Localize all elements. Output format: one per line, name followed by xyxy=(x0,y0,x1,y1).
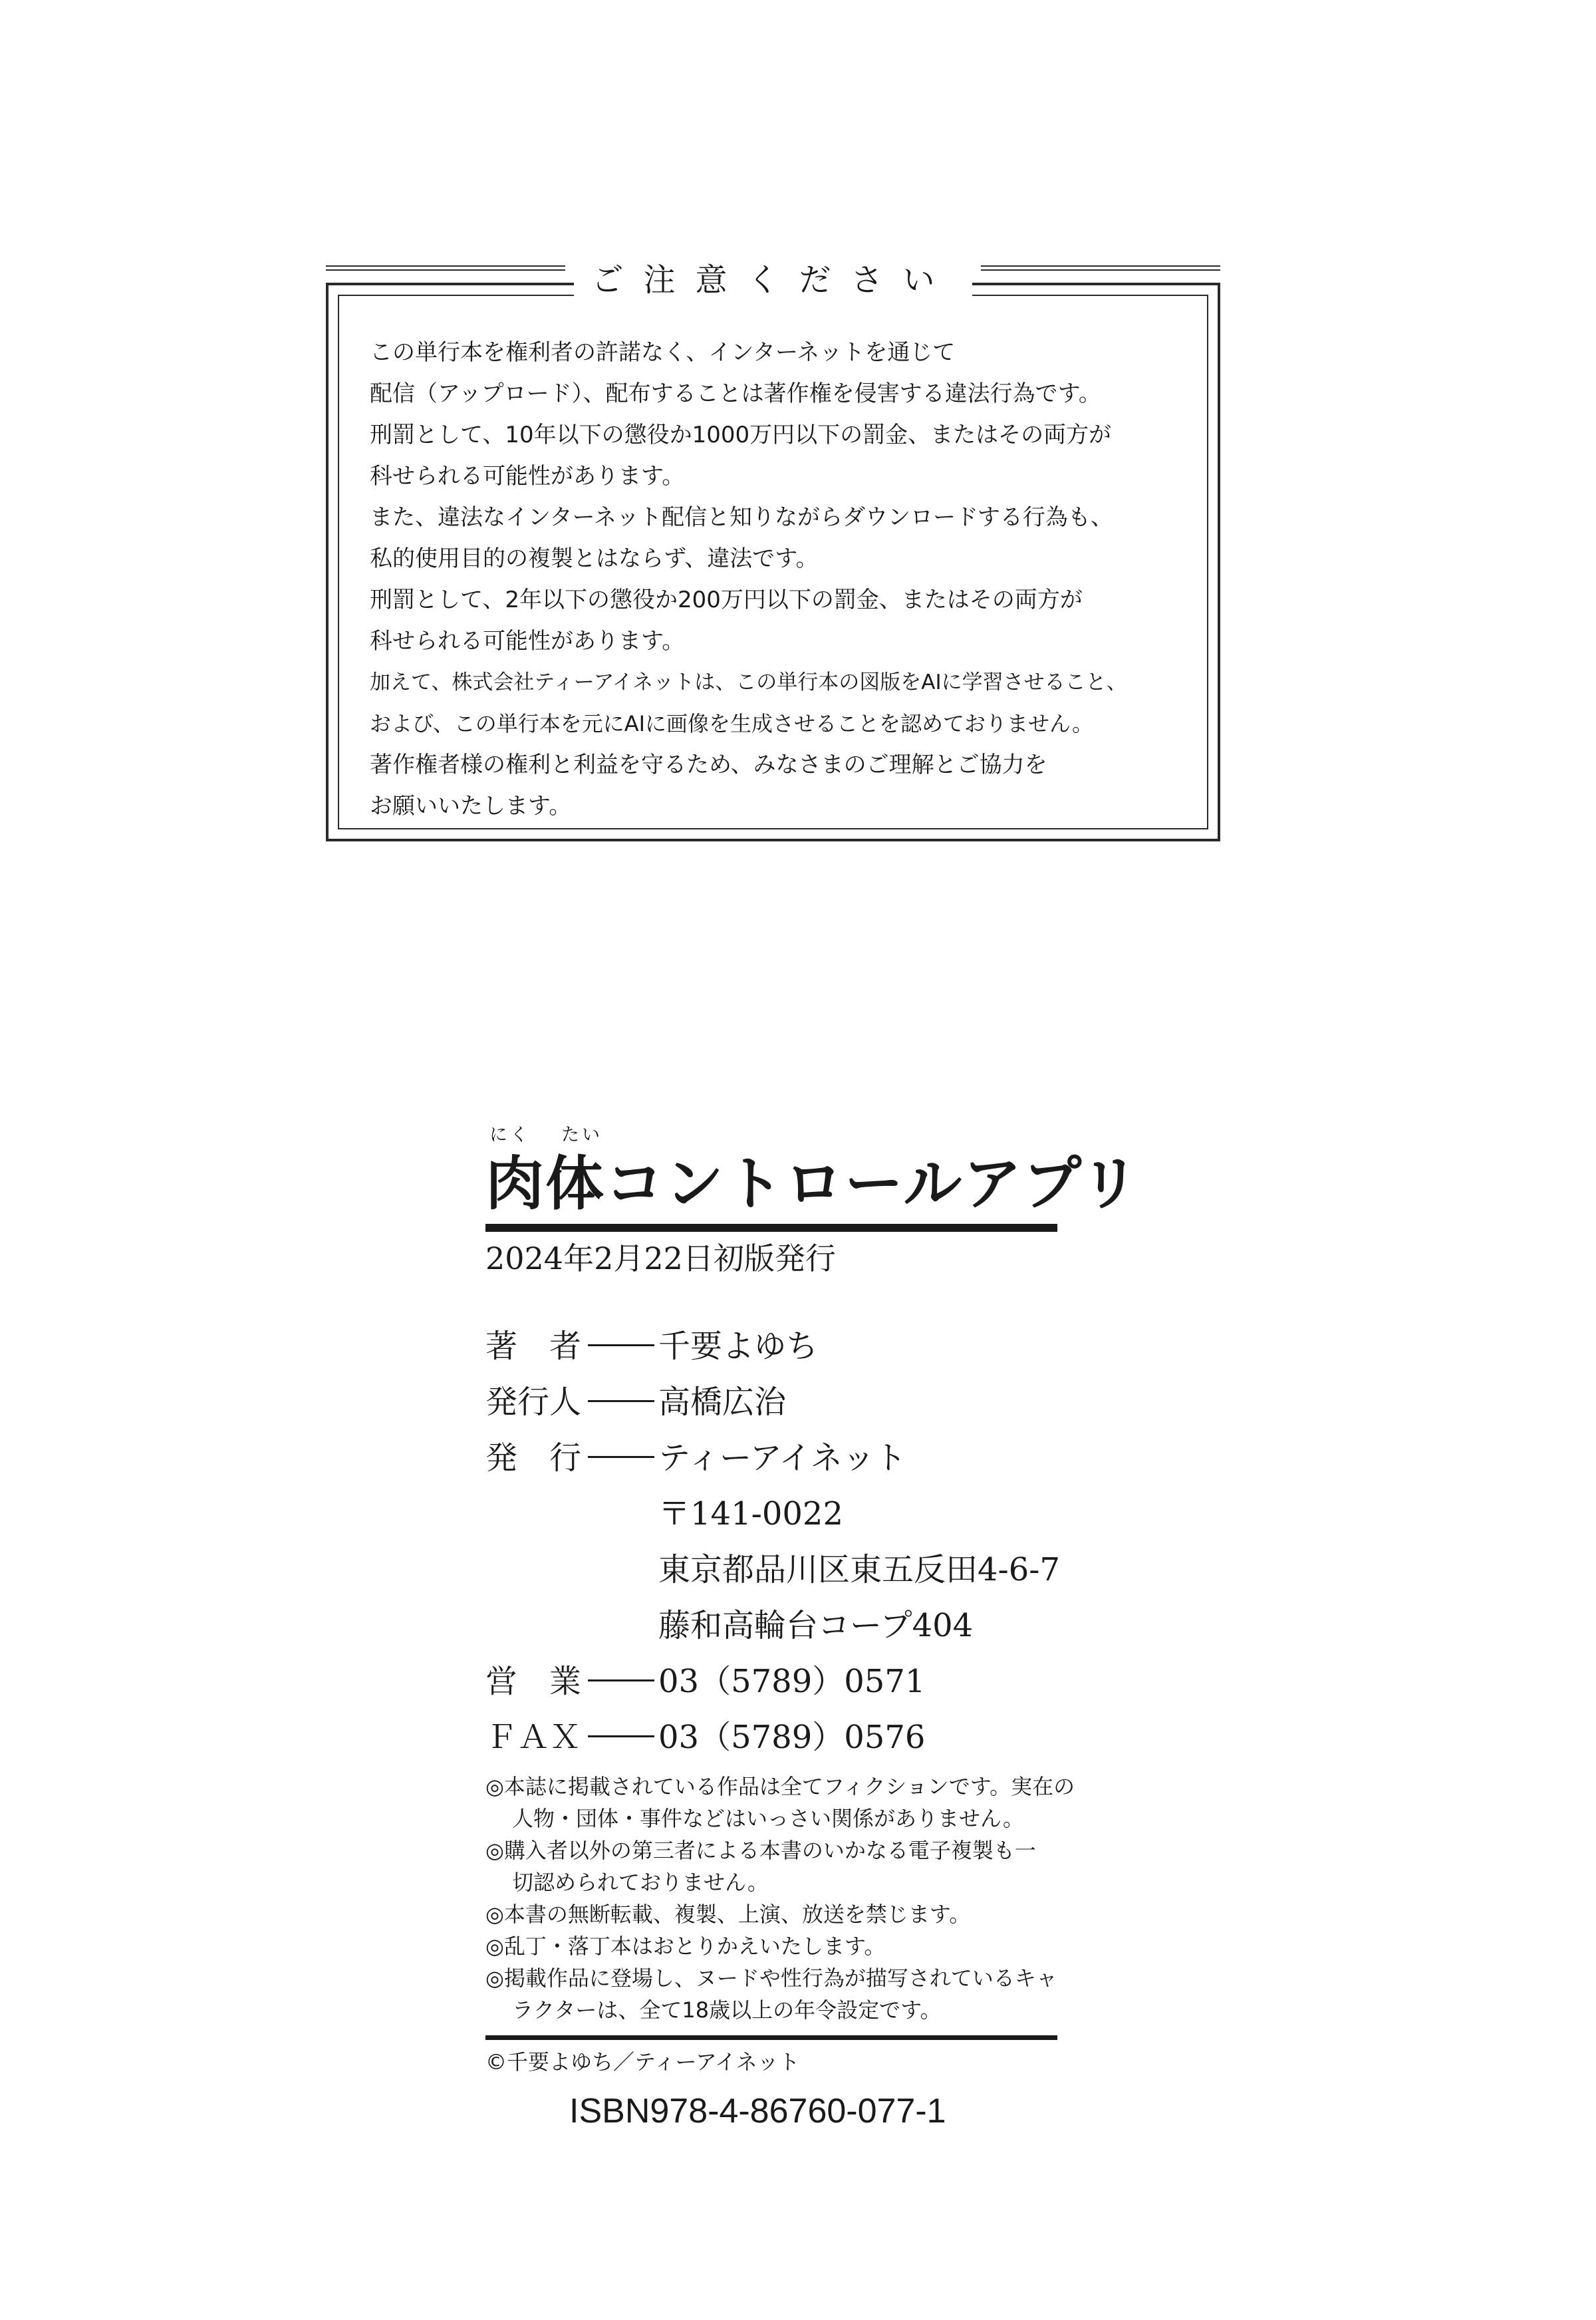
contact-fax xyxy=(485,1709,1064,1765)
colophon xyxy=(485,1124,1140,2141)
credits xyxy=(485,1318,1064,1765)
notice-line: この単行本を権利者の許諾なく、インターネットを通じて xyxy=(370,339,956,366)
credit-dash xyxy=(585,1374,658,1430)
notice-line: 科せられる可能性があります。 xyxy=(370,463,685,490)
address-building: 藤和高輪台コープ404 xyxy=(658,1607,974,1644)
notice-line: および、この単行本を元にAIに画像を生成させることを認めておりません。 xyxy=(370,711,1093,736)
credit-label: 営 業 xyxy=(485,1663,582,1700)
credit-value: 千要よゆち xyxy=(658,1328,819,1365)
credit-value: 高橋広治 xyxy=(658,1383,787,1421)
notice-line: 科せられる可能性があります。 xyxy=(370,628,685,654)
credit-value: ティーアイネット xyxy=(658,1439,906,1477)
ruby-tai: たい xyxy=(561,1125,602,1145)
note-item-continued: 切認められておりません。 xyxy=(512,1870,769,1895)
credit-author xyxy=(485,1318,1064,1374)
notice-line: 刑罰として、10年以下の懲役か1000万円以下の罰金、またはその両方が xyxy=(370,422,1112,448)
note-item: ◎掲載作品に登場し、ヌードや性行為が描写されているキャ xyxy=(485,1965,1057,1991)
address-postal: 〒141-0022 xyxy=(658,1495,843,1532)
credit-publisher xyxy=(485,1430,1064,1486)
note-item-continued: 人物・団体・事件などはいっさい関係がありません。 xyxy=(512,1806,1024,1831)
contact-sales xyxy=(485,1654,1064,1709)
credit-label: 著 者 xyxy=(485,1328,582,1365)
credit-label: 発行人 xyxy=(485,1383,582,1421)
notice-line: お願いいたします。 xyxy=(370,793,572,819)
note-item-continued: ラクターは、全て18歳以上の年令設定です。 xyxy=(512,1997,942,2023)
notice-line: 配信（アップロード）、配布することは著作権を侵害する違法行為です。 xyxy=(370,380,1101,407)
credit-dash xyxy=(585,1654,658,1709)
book-title: 肉体コントロールアプリ xyxy=(485,1149,1140,1218)
note-item: ◎乱丁・落丁本はおとりかえいたします。 xyxy=(485,1934,886,1959)
notice-body xyxy=(370,332,1174,827)
note-item: ◎本誌に掲載されている作品は全てフィクションです。実在の xyxy=(485,1774,1075,1799)
credit-publisher-person xyxy=(485,1374,1064,1430)
notice-line: 刑罰として、2年以下の懲役か200万円以下の罰金、またはその両方が xyxy=(370,587,1083,613)
address-street: 東京都品川区東五反田4-6-7 xyxy=(658,1551,1061,1588)
isbn: ISBN978-4-86760-077-1 xyxy=(569,2092,946,2130)
credit-label: 発 行 xyxy=(485,1439,582,1477)
note-item: ◎本書の無断転載、複製、上演、放送を禁じます。 xyxy=(485,1902,971,1927)
title-rule xyxy=(485,1224,1057,1232)
credit-dash xyxy=(585,1709,658,1765)
legal-notes xyxy=(485,1771,1075,2026)
notice-line: 私的使用目的の複製とはならず、違法です。 xyxy=(370,545,819,572)
ruby-niku: にく xyxy=(489,1125,531,1145)
credit-dash xyxy=(585,1318,658,1374)
notice-line: 加えて、株式会社ティーアイネットは、この単行本の図版をAIに学習させること、 xyxy=(370,670,1127,694)
notice-line: 著作権者様の権利と利益を守るため、みなさまのご理解とご協力を xyxy=(370,752,1047,778)
credit-value: 03（5789）0571 xyxy=(658,1663,926,1700)
publication-date: 2024年2月22日初版発行 xyxy=(485,1240,836,1276)
note-item: ◎購入者以外の第三者による本書のいかなる電子複製も一 xyxy=(485,1838,1036,1863)
copyright-rule xyxy=(485,2035,1057,2040)
notice-title: ご注意ください xyxy=(574,256,972,304)
notice-title-wrap xyxy=(329,256,1218,304)
credit-label: ＦＡＸ xyxy=(485,1719,582,1756)
credit-value: 03（5789）0576 xyxy=(658,1719,926,1756)
notice-box xyxy=(326,261,1220,841)
title-ruby xyxy=(485,1124,1064,1147)
notice-line: また、違法なインターネット配信と知りながらダウンロードする行為も、 xyxy=(370,504,1113,531)
credit-dash xyxy=(585,1430,658,1486)
copyright: ©千要よゆち／ティーアイネット xyxy=(485,2049,800,2075)
